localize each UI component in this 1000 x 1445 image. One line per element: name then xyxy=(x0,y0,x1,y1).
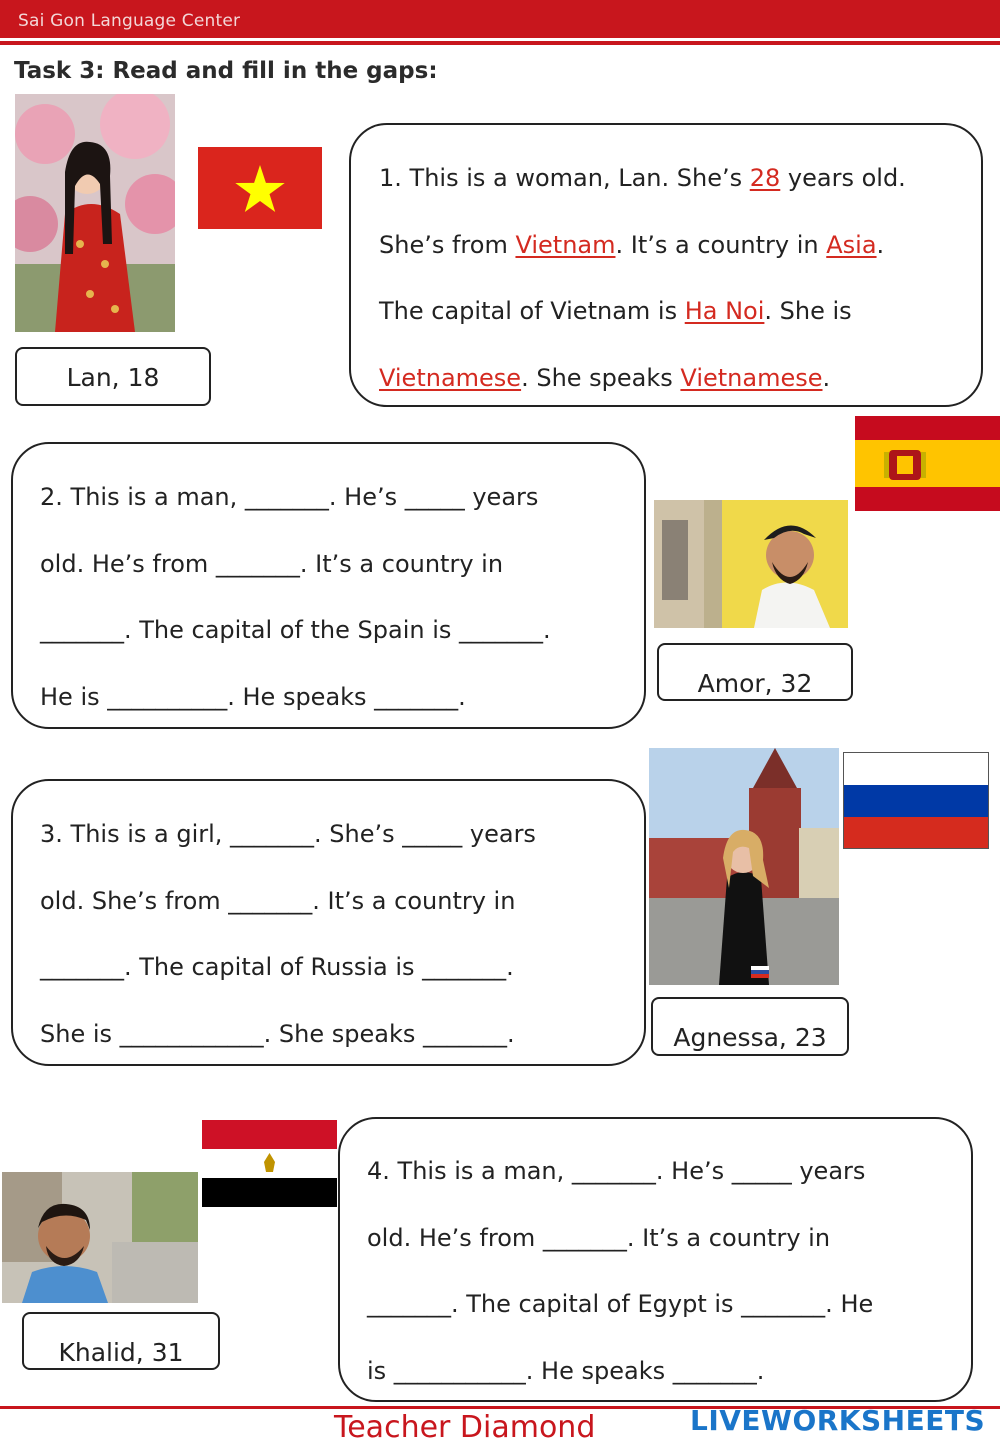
vietnam-flag xyxy=(198,147,322,229)
card-3-line-1[interactable]: 3. This is a girl, _______. She’s _____ years xyxy=(40,820,536,848)
liveworksheets-logo[interactable]: LIVEWORKSHEETS xyxy=(690,1404,986,1437)
spain-flag xyxy=(855,416,1000,511)
card-1-line-4: Vietnamese. She speaks Vietnamese. xyxy=(379,364,831,393)
header-title: Sai Gon Language Center xyxy=(18,11,241,31)
text-card-2-paragraph xyxy=(40,464,551,731)
card-4-line-2[interactable]: old. He’s from _______. It’s a country in xyxy=(367,1223,831,1252)
answer-nationality[interactable]: Vietnamese xyxy=(379,364,522,393)
lan-photo xyxy=(15,94,175,332)
card-1-line-1: 1. This is a woman, Lan. She’s 28 years old. xyxy=(379,164,906,192)
card-4-line-3[interactable]: _______. The capital of Egypt is _______. He xyxy=(367,1290,874,1319)
khalid-photo xyxy=(2,1172,198,1303)
teacher-credit: Teacher Diamond xyxy=(334,1410,596,1445)
card-4-line-1[interactable]: 4. This is a man, _______. He’s _____ years xyxy=(367,1157,866,1185)
card-2-line-2[interactable]: old. He’s from _______. It’s a country in xyxy=(40,549,504,578)
task-title: Task 3: Read and fill in the gaps: xyxy=(14,58,438,84)
amor-photo xyxy=(654,500,848,628)
name-label-amor: Amor, 32 xyxy=(657,643,853,701)
card-1-line-3: The capital of Vietnam is Ha Noi. She is xyxy=(379,297,852,326)
answer-continent[interactable]: Asia xyxy=(826,230,877,259)
text-card-3-paragraph xyxy=(40,801,536,1068)
answer-capital[interactable]: Ha Noi xyxy=(684,297,765,326)
answer-language[interactable]: Vietnamese xyxy=(680,364,823,393)
name-label-agnessa: Agnessa, 23 xyxy=(651,997,849,1056)
answer-country[interactable]: Vietnam xyxy=(515,230,616,259)
card-2-line-4[interactable]: He is __________. He speaks _______. xyxy=(40,683,466,712)
card-3-line-2[interactable]: old. She’s from _______. It’s a country in xyxy=(40,886,516,915)
header-divider xyxy=(0,41,1000,45)
text-card-4-paragraph xyxy=(367,1138,873,1405)
text-card-1-paragraph xyxy=(379,145,906,412)
card-1-line-2: She’s from Vietnam. It’s a country in Asia. xyxy=(379,230,885,259)
card-3-line-4[interactable]: She is ____________. She speaks _______. xyxy=(40,1020,515,1049)
name-label-khalid: Khalid, 31 xyxy=(22,1312,220,1370)
egypt-flag xyxy=(202,1120,337,1207)
card-2-line-1[interactable]: 2. This is a man, _______. He’s _____ years xyxy=(40,483,539,511)
russia-flag xyxy=(843,752,989,849)
answer-age[interactable]: 28 xyxy=(749,164,781,192)
agnessa-photo xyxy=(649,748,839,985)
card-3-line-3[interactable]: _______. The capital of Russia is _______. xyxy=(40,953,514,982)
card-2-line-3[interactable]: _______. The capital of the Spain is _______. xyxy=(40,616,551,645)
card-4-line-4[interactable]: is ___________. He speaks _______. xyxy=(367,1357,765,1386)
name-label-lan: Lan, 18 xyxy=(15,347,211,406)
